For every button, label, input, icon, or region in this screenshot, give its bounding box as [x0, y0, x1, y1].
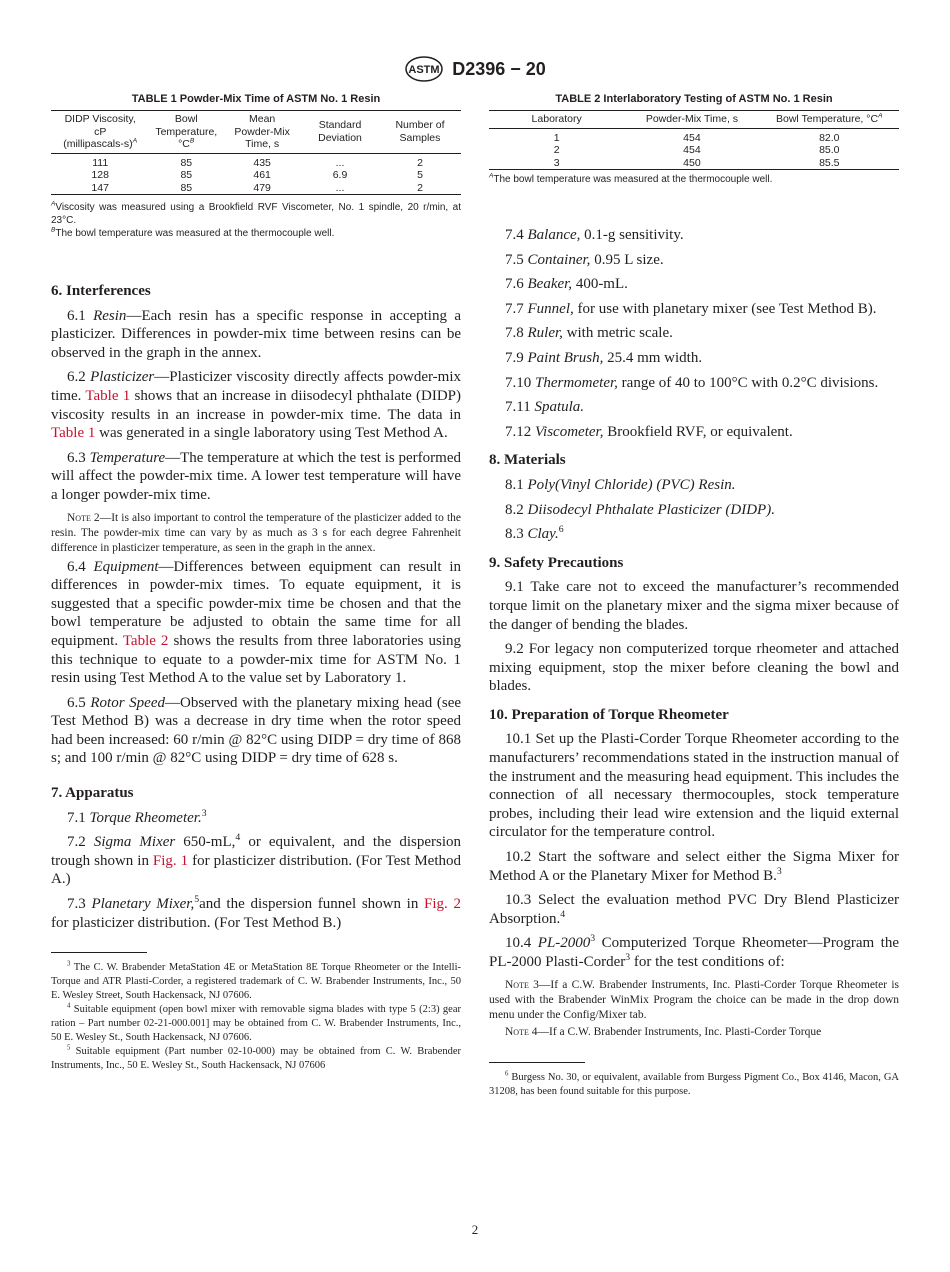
section-7-heading: 7. Apparatus: [51, 785, 134, 802]
footnote-divider: [489, 1062, 585, 1063]
paragraph-7-7: 7.7 Funnel, for use with planetary mixer (see Test Method B).: [505, 300, 877, 317]
table2-note: $^A$The bowl temperature was measured at the thermocouple well.: [489, 172, 773, 185]
table2: [489, 110, 899, 170]
paragraph-10-3: 10.3 Select the evaluation method PVC Dry Blend Plasticizer Absorption.$^4$: [489, 892, 899, 927]
table1-note-a: $^A$Viscosity was measured using a Brookfield RVF Viscometer, No. 1 spindle, 20 r/min, at 23°C.: [51, 200, 461, 226]
paragraph-8-3: 8.3 Clay.$^6$: [505, 524, 564, 543]
page-header: [0, 56, 950, 82]
table-row: 1 454 82.0: [553, 131, 840, 144]
table1-link[interactable]: Table 1: [85, 387, 131, 404]
table-row: 147 85 479 ... 2: [51, 182, 461, 195]
fig1-link[interactable]: Fig. 1: [152, 852, 189, 869]
section-6-heading: 6. Interferences: [51, 283, 151, 299]
table2-header: Bowl Temperature, $^\circ C^A$: [776, 112, 883, 125]
paragraph-9-1: 9.1 Take care not to exceed the manufacturer’s recommended torque limit on the planetary mixer and the sigma mixer because of the danger of bending the blades.: [489, 579, 899, 633]
section-10-heading: 10. Preparation of Torque Rheometer: [489, 706, 729, 723]
page-number: 2: [471, 1222, 479, 1237]
table1-header: Mean Powder-Mix Time, s: [234, 113, 290, 150]
table1-header: Number of Samples: [395, 119, 445, 144]
paragraph-6-3: 6.3 Temperature—The temperature at which the test is performed will affect the powder-mix time. A lower test temperature will have a longer powder-mix time.: [51, 449, 461, 503]
table2-link[interactable]: Table 2: [122, 632, 169, 649]
footnote-5: $^5$ Suitable equipment (Part number 02-10-000) may be obtained from C. W. Brabender Instruments, Inc., 50 E. Wesley St., South Hackensack, NJ 07606: [51, 1044, 461, 1072]
paragraph-7-1: 7.1 Torque Rheometer.$^3$: [67, 807, 207, 826]
paragraph-6-4: 6.4 Equipment—Differences between equipment can result in differences in powder-mix times. To equate equipment, it is suggested that a specific powder-mix time be chosen and that the bowl temperature be adjusted to obtain the same time for all equipment. Table 2 shows the results from three laboratories using this technique to equate to a powder-mix time for ASTM No. 1 resin using Test Method A to the value set by Laboratory 1.: [51, 558, 461, 687]
table1-header: Standard Deviation: [318, 119, 362, 144]
table-row: 111 85 435 ... 2: [92, 156, 423, 169]
paragraph-6-5: 6.5 Rotor Speed—Observed with the planetary mixing head (see Test Method B) was a decrease in dry time when the rotor speed had been increased: 60 r/min @ 82°C using DIDP = dry time of 868 s; and 100 r/min @ 82°C using DIDP = dry time of 628 s.: [51, 694, 462, 767]
paragraph-7-5: 7.5 Container, 0.95 L size.: [505, 251, 664, 268]
paragraph-7-9: 7.9 Paint Brush, 25.4 mm width.: [505, 349, 703, 366]
paragraph-7-4: 7.4 Balance, 0.1-g sensitivity.: [505, 227, 684, 243]
note-3: Note 3—If a C.W. Brabender Instruments, Inc. Plasti-Corder Torque Rheometer is used with the Brabender WinMix Program the choice can be made in the drop down menu under the Config/Mixer tab.: [489, 978, 899, 1021]
table2-header: Laboratory: [531, 113, 582, 125]
table1-link[interactable]: Table 1: [51, 425, 96, 442]
footnote-4: $^4$ Suitable equipment (open bowl mixer with removable sigma blades with type 5 (2:3) gear ration – Part number 02-21-000.001] may be obtained from C. W. Brabender Instruments, Inc., 50 E. Wesley St., South Hackensack, NJ 07606.: [51, 1002, 462, 1044]
paragraph-7-3: 7.3 Planetary Mixer,$^5$and the dispersion funnel shown in Fig. 2 for plasticizer distribution. (For Test Method B.): [51, 894, 461, 931]
note-2: Note 2—It is also important to control the temperature of the plasticizer added to the resin. The powder-mix time can vary by as much as 3 s for each degree Fahrenheit difference in plasticizer temperature, as seen in the graph in the annex.: [51, 511, 461, 554]
table2-header: Powder-Mix Time, s: [645, 113, 739, 125]
note-4: Note 4—If a C.W. Brabender Instruments, Inc. Plasti-Corder Torque: [505, 1025, 822, 1038]
paragraph-8-1: 8.1 Poly(Vinyl Chloride) (PVC) Resin.: [505, 476, 736, 493]
table1-header: Bowl Temperature, $^\circ C^B$: [155, 113, 218, 150]
paragraph-7-11: 7.11 Spatula.: [505, 399, 585, 416]
paragraph-10-4: 10.4 PL-2000$^3$ Computerized Torque Rheometer—Program the PL-2000 Plasti-Corder$^3$ for the test conditions of:: [489, 933, 900, 970]
astm-logo: [404, 56, 444, 82]
standard-designation: D2396 − 20: [452, 58, 546, 79]
footnote-divider: [51, 952, 147, 953]
table-row: 2 454 85.0: [553, 144, 840, 156]
paragraph-7-10: 7.10 Thermometer, range of 40 to 100°C with 0.2°C divisions.: [505, 374, 879, 391]
paragraph-8-2: 8.2 Diisodecyl Phthalate Plasticizer (DIDP).: [505, 501, 775, 518]
table1-note-b: $^B$The bowl temperature was measured at the thermocouple well.: [51, 226, 335, 239]
paragraph-7-2: 7.2 Sigma Mixer 650-mL,$^4$ or equivalent, and the dispersion trough shown in Fig. 1 for plasticizer distribution. (For Test Method A.): [51, 832, 461, 888]
right-column: [489, 92, 899, 1099]
table-row: 3 450 85.5: [489, 157, 899, 170]
footnote-6: $^6$ Burgess No. 30, or equivalent, available from Burgess Pigment Co., Box 4146, Macon, GA 31208, has been found suitable for this purpose.: [489, 1070, 900, 1097]
svg-text:ASTM: ASTM: [408, 64, 440, 76]
section-8-heading: 8. Materials: [489, 452, 566, 469]
paragraph-7-12: 7.12 Viscometer, Brookfield RVF, or equivalent.: [505, 423, 793, 440]
table1-header: DIDP Viscosity, cP (millipascals-s)$^A$: [63, 113, 138, 150]
footnote-3: $^3$ The C. W. Brabender MetaStation 4E or MetaStation 8E Torque Rheometer or the Intelli-Torque and ATR Plasti-Corder, a registered trademark of C. W. Brabender Instruments, Inc., 50 E. Wesley Street, South Hackensack, NJ 07606.: [51, 960, 461, 1002]
fig2-link[interactable]: Fig. 2: [424, 896, 461, 913]
paragraph-9-2: 9.2 For legacy non computerized torque rheometer and attached mixing equipment, stop the mixer before cleaning the bowl and blades.: [489, 641, 899, 695]
table1-caption: TABLE 1 Powder-Mix Time of ASTM No. 1 Resin: [131, 93, 381, 105]
left-column: [51, 92, 461, 1073]
table-row: 128 85 461 6.9 5: [91, 169, 423, 181]
paragraph-10-2: 10.2 Start the software and select either the Sigma Mixer for Method A or the Planetary Mixer for Method B.$^3$: [489, 849, 899, 884]
paragraph-7-6: 7.6 Beaker, 400-mL.: [505, 276, 628, 293]
paragraph-6-1: 6.1 Resin—Each resin has a specific response in accepting a plasticizer. Differences in powder-mix time between resins can be observed in the graph in the annex.: [51, 307, 461, 361]
paragraph-6-2: 6.2 Plasticizer—Plasticizer viscosity directly affects powder-mix time. Table 1 shows that an increase in diisodecyl phthalate (DIDP) viscosity results in an increase in powder-mix time. The data in Table 1 was generated in a single laboratory using Test Method A.: [51, 369, 462, 442]
paragraph-7-8: 7.8 Ruler, with metric scale.: [505, 325, 673, 342]
table2-caption: TABLE 2 Interlaboratory Testing of ASTM No. 1 Resin: [555, 93, 833, 105]
paragraph-10-1: 10.1 Set up the Plasti-Corder Torque Rheometer according to the manufacturers’ recommendations stated in the instruction manual of the instrument and the measuring head equipment. This includes the connection of all necessary thermocouples, stock temperature probes, including their lead wire extension and the liquid external circulator for the temperature control.: [489, 731, 899, 841]
table1: [51, 110, 461, 195]
section-9-heading: 9. Safety Precautions: [489, 554, 624, 571]
